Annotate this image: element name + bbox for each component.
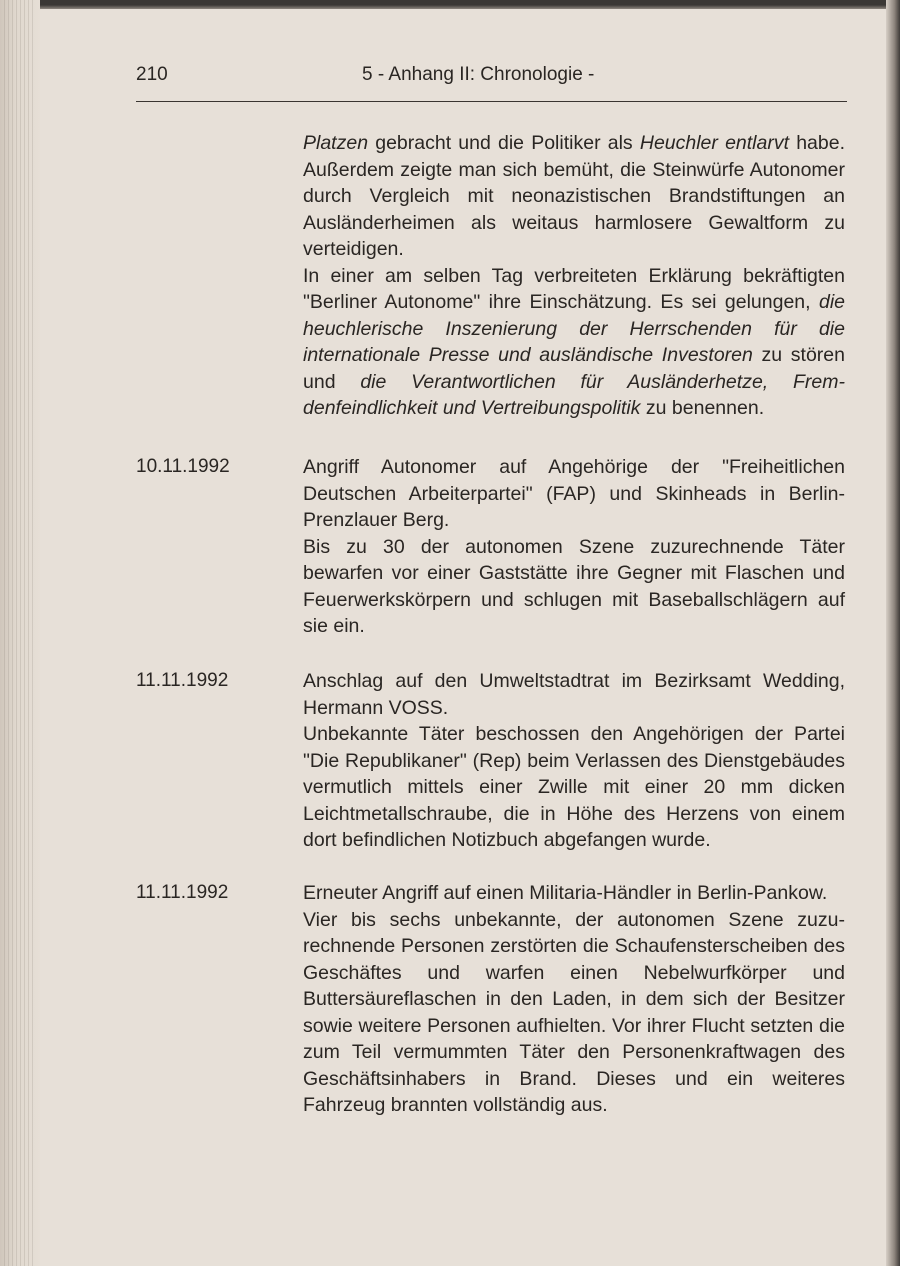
page-number: 210 xyxy=(136,64,168,85)
entry-paragraph xyxy=(303,454,845,534)
entry-paragraph xyxy=(303,130,845,263)
entry-paragraph xyxy=(303,534,845,640)
text-span: Erneuter Angriff auf einen Militaria-Händler in Berlin-Pankow. xyxy=(303,882,828,904)
scan-top-edge xyxy=(0,0,900,9)
text-span: Vier bis sechs unbekannte, der autonomen Szene zuzurechnende Personen zerstörten die Schaufensterscheiben des Geschäftes und warfen einen Nebelwurfkörper und Buttersäureflaschen in den Laden, in dem sich der Besitzer sowie weitere Personen aufhielten. Vor ihrer Flucht setzten die zum Teil vermummten Täter den Personenkraftwagen des Geschäftsinhabers in Brand. Dieses und ein weiteres Fahrzeug brannten vollständig aus. xyxy=(303,908,845,1116)
entry-date: 10.11.1992 xyxy=(136,456,230,477)
text-span: In einer am selben Tag verbreiteten Erklärung bekräftigten "Berliner Autonome" ihre Einschätzung. Es sei gelungen, xyxy=(303,264,845,313)
entry-paragraph xyxy=(303,907,845,1119)
running-head xyxy=(136,60,848,92)
italic-text: die heuchlerische Inszenierung der Herrschenden für die internationale Presse und ausländische Investoren xyxy=(303,291,845,366)
entry-date: 11.11.1992 xyxy=(136,670,229,691)
italic-text: die Verantwortlichen für Ausländerhetze, Fremdenfeindlichkeit und Vertreibungspolitik xyxy=(303,370,845,419)
entry-body xyxy=(303,130,845,422)
text-span: habe. Außerdem zeigte man sich bemüht, die Steinwürfe Autonomer durch Vergleich mit neonazistischen Brandstiftungen an Ausländerheimen als weitaus harmlosere Gewaltform zu verteidigen. xyxy=(303,132,846,260)
header-rule xyxy=(136,101,847,102)
text-span: gebracht und die Politiker als xyxy=(368,132,640,154)
text-span: Bis zu 30 der autonomen Szene zuzurechnende Täter bewarfen vor einer Gaststätte ihre Gegner mit Flaschen und Feuerwerkskörpern und schlugen mit Baseballschlägern auf sie ein. xyxy=(303,535,845,637)
chapter-title: 5 - Anhang II: Chronologie - xyxy=(362,64,595,85)
text-span: zu stören und xyxy=(303,344,845,393)
scan-right-edge xyxy=(886,0,900,1266)
entry-paragraph xyxy=(303,668,845,721)
text-span: zu benennen. xyxy=(640,397,765,419)
entry-date: 11.11.1992 xyxy=(136,882,229,903)
entry-paragraph xyxy=(303,263,845,422)
book-spine-edge xyxy=(0,0,40,1266)
italic-text: Heuchler entlarvt xyxy=(639,132,790,154)
italic-text: Platzen xyxy=(303,132,369,154)
entry-body xyxy=(303,454,845,640)
text-span: Unbekannte Täter beschossen den Angehörigen der Partei "Die Republikaner" (Rep) beim Verlassen des Dienstgebäudes vermutlich mittels einer Zwille mit einer 20 mm dicken Leichtmetallschraube, die in Höhe des Herzens von einem dort befindlichen Notizbuch abgefangen wurde. xyxy=(303,723,845,851)
entry-paragraph xyxy=(303,721,845,854)
entry-body xyxy=(303,880,845,1119)
text-span: Anschlag auf den Umweltstadtrat im Bezirksamt Wedding, Hermann VOSS. xyxy=(303,670,845,719)
entry-paragraph xyxy=(303,880,845,907)
entry-body xyxy=(303,668,845,854)
page-stack-lines xyxy=(4,0,34,1266)
text-span: Angriff Autonomer auf Angehörige der "Freiheitlichen Deutschen Arbeiterpartei" (FAP) und Skinheads in Berlin-Prenzlauer Berg. xyxy=(303,456,845,531)
